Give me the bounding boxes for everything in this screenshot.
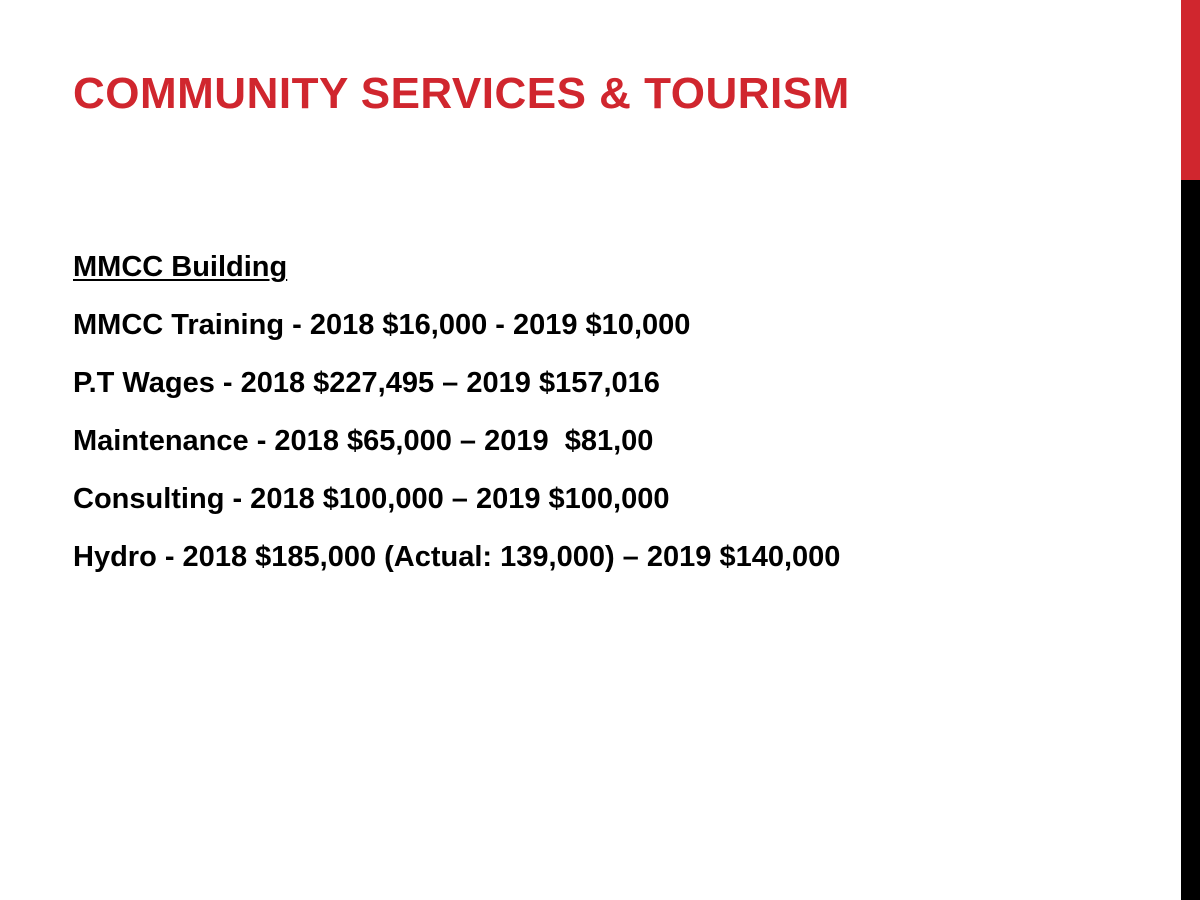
section-heading: MMCC Building [73, 251, 288, 283]
slide-body [73, 238, 840, 586]
slide-title: COMMUNITY SERVICES & TOURISM [73, 69, 850, 118]
budget-line-wages: P.T Wages - 2018 $227,495 – 2019 $157,016 [73, 367, 660, 399]
budget-line-hydro: Hydro - 2018 $185,000 (Actual: 139,000) – 2019 $140,000 [73, 541, 841, 573]
budget-line-consulting: Consulting - 2018 $100,000 – 2019 $100,000 [73, 483, 670, 515]
budget-line-training: MMCC Training - 2018 $16,000 - 2019 $10,000 [73, 309, 691, 341]
budget-line-maintenance: Maintenance - 2018 $65,000 – 2019 $81,00 [73, 425, 654, 457]
accent-bar-black [1181, 180, 1200, 900]
accent-bar-red [1181, 0, 1200, 180]
